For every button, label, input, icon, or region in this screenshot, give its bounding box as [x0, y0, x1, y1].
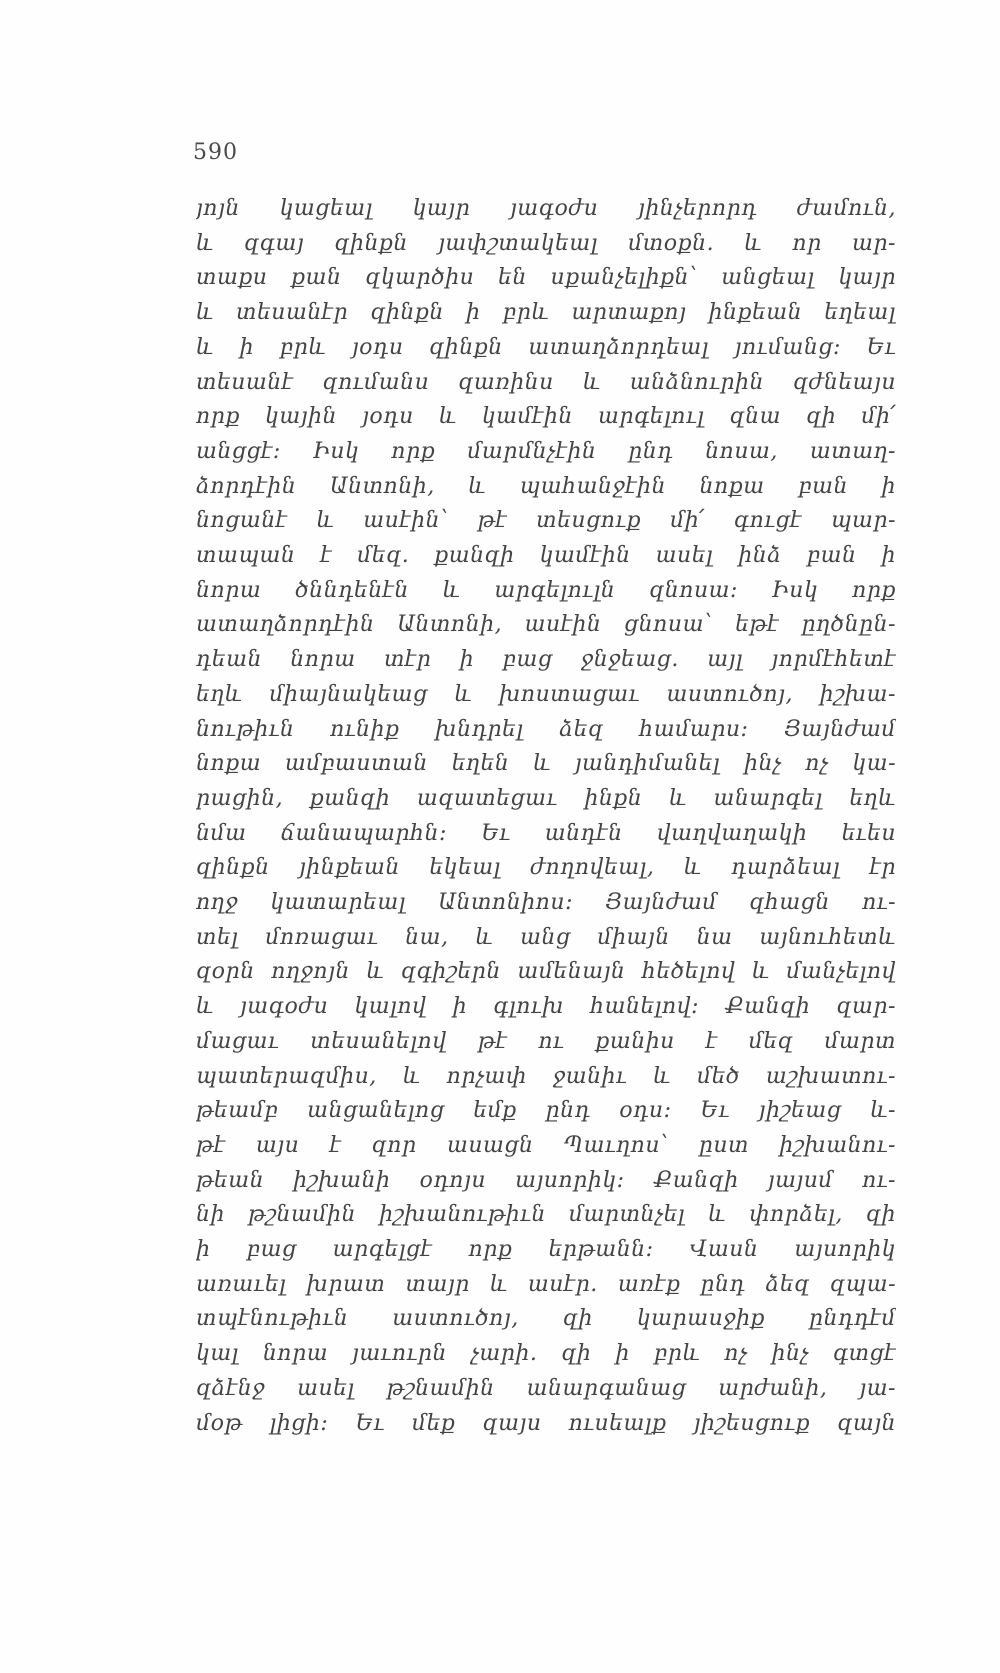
text-line: տել մոռացաւ նա, և անց միայն նա այնուհետև	[196, 924, 896, 950]
text-line: և յագօժս կալով ի գլուխ հանելով։ Քանզի զար-	[196, 994, 896, 1020]
text-line: պատերազմիս, և որչափ ջանիւ և մեծ աշխատու-	[196, 1063, 896, 1089]
text-line: թեամբ անցանելոց եմք ընդ օդս։ Եւ յիշեաց և-	[196, 1098, 896, 1124]
text-line: նոցանէ և ասէին՝ թէ տեսցուք մի՛ գուցէ պար-	[196, 508, 896, 534]
text-line: թէ այս է զոր ասացն Պաւղոս՝ ըստ իշխանու-	[196, 1132, 896, 1158]
text-line: մացաւ տեսանելով թէ ու քանիս է մեզ մարտ	[196, 1028, 896, 1054]
text-line: որք կային յօդս և կամէին արգելուլ զնա զի մի՛	[196, 404, 896, 430]
text-line: տաքս քան զկարծիս են սքանչելիքն՝ անցեալ կայր	[196, 265, 896, 291]
text-line: և ի բրև յօդս զինքն ատաղձորդեալ յումանց։ Եւ	[196, 334, 896, 360]
text-line: ձորդէին Անտոնի, և պահանջէին նոքա բան ի	[196, 473, 896, 499]
text-line: և զգայ զինքն յափշտակեալ մտօքն. և որ ար-	[196, 230, 896, 256]
text-line: զօրն ողջոյն և զգիշերն ամենայն հեծելով և մանչելով	[196, 959, 896, 985]
text-line: րացին, քանզի ազատեցաւ ինքն և անարգել եղև	[196, 785, 896, 811]
text-line: դեան նորա տէր ի բաց ջնջեաց. այլ յորմէհետէ	[196, 647, 896, 673]
text-line: տապան է մեզ. քանզի կամէին ասել ինձ բան ի	[196, 543, 896, 568]
text-line: նորա ծննդենէն և արգելուլն զնոսա։ Իսկ որք	[196, 577, 896, 603]
text-line: ողջ կատարեալ Անտոնիոս։ Յայնժամ զհացն ու-	[196, 890, 896, 915]
text-line: տպէնութիւն աստուծոյ, զի կարասջիք ընդդէմ	[196, 1306, 896, 1332]
text-line: զձէնջ ասել թշնամին անարգանաց արժանի, յա-	[196, 1375, 896, 1401]
body-text	[196, 192, 896, 1452]
page-number: 590	[193, 140, 238, 165]
text-line: նութիւն ունիք խնդրել ձեզ համարս։ Յայնժամ	[196, 716, 896, 742]
text-line: անցցէ։ Իսկ որք մարմնչէին ընդ նոսա, ատաղ-	[196, 438, 896, 464]
text-line: յոյն կացեալ կայր յագօժս յինչերորդ ժամուն,	[196, 196, 896, 221]
text-line: զինքն յինքեան եկեալ ժողովեալ, և դարձեալ էր	[196, 855, 896, 881]
text-line: նմա ճանապարհն։ Եւ անդէն վաղվաղակի եւես	[196, 820, 896, 846]
text-line: տեսանէ զումանս զառինս և անձնուրին զժնեայս	[196, 369, 896, 395]
text-line: մօթ լիցի։ Եւ մեք զայս ուսեալք յիշեսցուք զայն	[196, 1410, 896, 1436]
text-line: թեան իշխանի օդոյս այսորիկ։ Քանզի յայսմ ու-	[196, 1167, 896, 1193]
text-line: եղև միայնակեաց և խոստացաւ աստուծոյ, իշխա-	[196, 681, 896, 707]
text-line: կալ նորա յաւուրն չարի. զի ի բրև ոչ ինչ գտցէ	[196, 1341, 896, 1367]
text-line: առաւել խրատ տայր և ասէր. առէք ընդ ձեզ զպա-	[196, 1271, 896, 1297]
text-line: ի բաց արգելցէ որք երթանն։ Վասն այսորիկ	[196, 1237, 896, 1262]
text-line: նոքա ամբաստան եղեն և յանդիմանել ինչ ոչ կա-	[196, 751, 896, 777]
text-line: նի թշնամին իշխանութիւն մարտնչել և փորձել, զի	[196, 1202, 896, 1228]
text-line: ատաղձորդէին Անտոնի, ասէին ցնոսա՝ եթէ ըղծնըն-	[196, 612, 896, 638]
text-line: և տեսանէր զինքն ի բրև արտաքոյ ինքեան եղեալ	[196, 300, 896, 326]
